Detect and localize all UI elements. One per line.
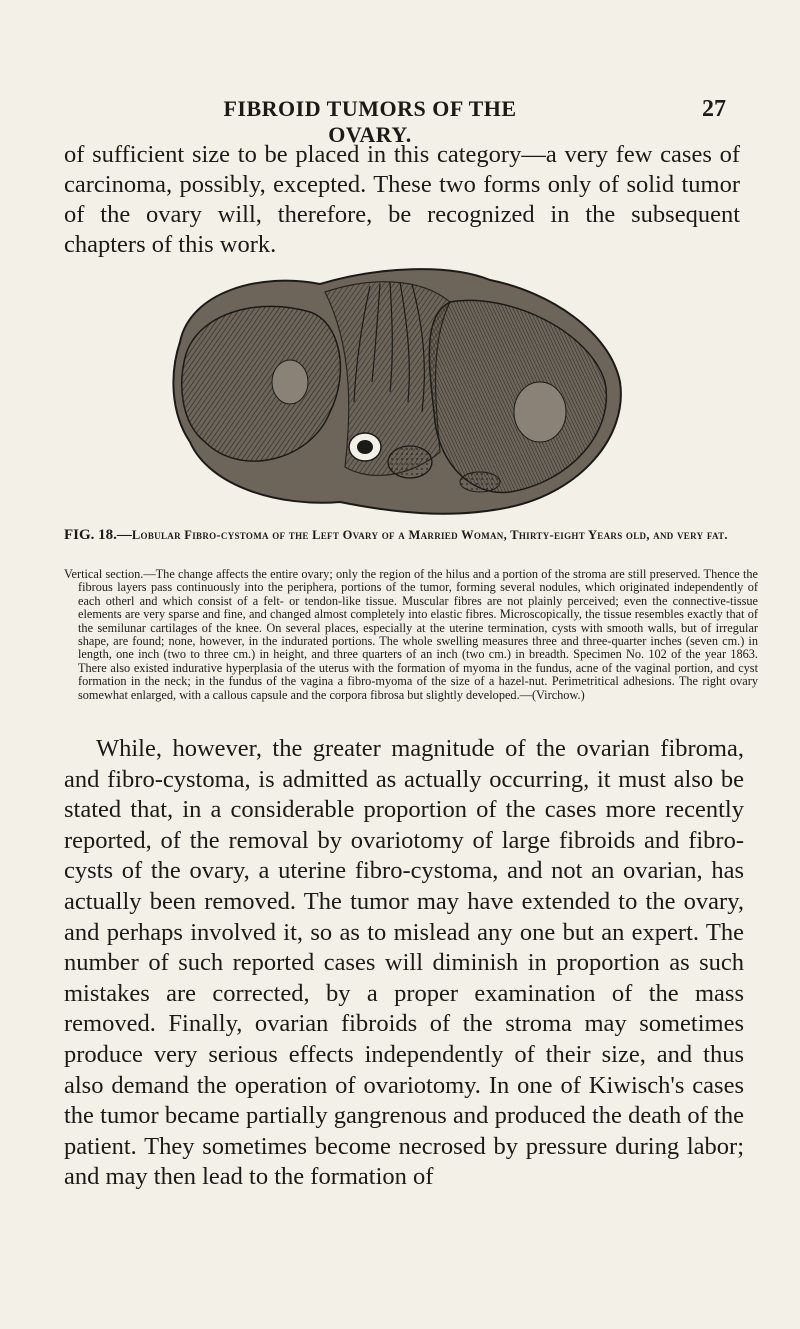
figure-caption-title bbox=[64, 528, 744, 543]
figure-illustration bbox=[150, 262, 650, 524]
figure-title: Lobular Fibro-cystoma of the Left Ovary of a Married Woman, Thirty-eight Years old, and very fat. bbox=[131, 528, 728, 542]
paragraph-continued: of sufficient size to be placed in this category—a very few cases of carcinoma, possibly, excepted. These two forms only of solid tumor of the ovary will, therefore, be recognized in the subsequent chapters of this work. bbox=[64, 141, 740, 258]
running-head: FIBROID TUMORS OF THE OVARY. bbox=[223, 96, 517, 147]
figure-caption: Vertical section.—The change affects the entire ovary; only the region of the hilus and a portion of the stroma are still preserved. Thence the fibrous layers pass continuously into the periphera, portions of the tumor, forming several nodules, which originated independently of each otherl and which consist of a felt- or tendon-like tissue. Muscular fibres are not plainly perceived; even the connective-tissue elements are very sparse and fine, and changed almost completely into elastic fibres. Microscopically, the tissue resembles exactly that of the semilunar cartilages of the knee. On several places, especially at the uterine termination, cysts with smooth walls, but of irregular shape, are found; none, however, in the indurated portions. The whole swelling measures three and three-quarter inches (seven cm.) in length, one inch (two to three cm.) in height, and three quarters of an inch (two cm.) in breadth. Specimen No. 102 of the year 1863. There also existed indurative hyperplasia of the uterus with the formation of myoma in the fundus, acne of the vaginal portion, and cyst formation in the neck; in the fundus of the vagina a fibro-myoma of the size of a hazel-nut. Perimetritical adhesions. The right ovary somewhat enlarged, with a callous capsule and the corpora fibrosa but slightly developed.—(Virchow.) bbox=[64, 567, 758, 702]
figure-label: FIG. 18.— bbox=[64, 527, 132, 543]
paragraph-main: While, however, the greater magnitude of the ovarian fibroma, and fibro-cystoma, is admitted as actually occurring, it must also be stated that, in a considerable proportion of the cases more recently reported, of the removal by ovariotomy of large fibroids and fibro-cysts of the ovary, a uterine fibro-cystoma, and not an ovarian, has actually been removed. The tumor may have extended to the ovary, and perhaps involved it, so as to mislead any one but an expert. The number of such reported cases will diminish in proportion as such mistakes are corrected, by a proper examination of the mass removed. Finally, ovarian fibroids of the stroma may sometimes produce very serious effects independently of their size, and thus also demand the operation of ovariotomy. In one of Kiwisch's cases the tumor became partially gangrenous and produced the death of the patient. They sometimes become necrosed by pressure during labor; and may then lead to the formation of bbox=[64, 735, 744, 1191]
page-number: 27 bbox=[702, 96, 726, 122]
